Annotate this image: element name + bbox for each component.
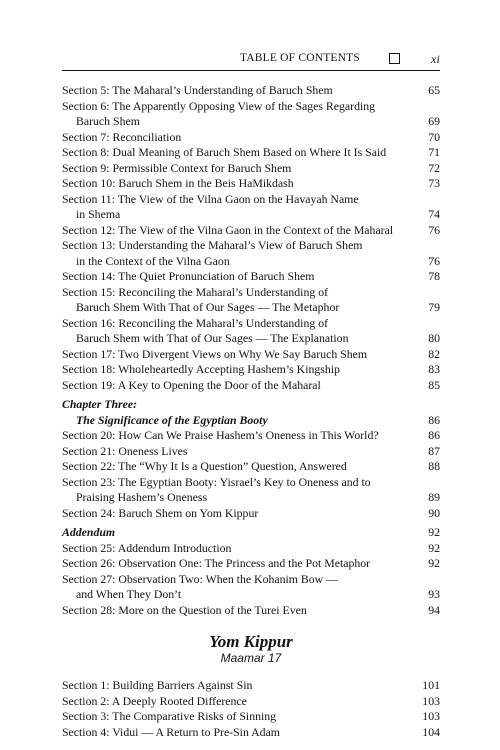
toc-entry[interactable] bbox=[62, 269, 440, 285]
toc-entry[interactable] bbox=[62, 223, 440, 239]
entry-page-number: 89 bbox=[428, 490, 440, 504]
toc-entry[interactable] bbox=[62, 192, 440, 223]
chapter-title: The Significance of the Egyptian Booty bbox=[76, 412, 268, 427]
toc-group-chapter-three bbox=[62, 428, 440, 521]
entry-page-number: 92 bbox=[428, 556, 440, 570]
entry-page-number: 90 bbox=[428, 505, 440, 520]
page-number: xi bbox=[430, 52, 440, 66]
toc-entry[interactable] bbox=[62, 347, 440, 363]
chapter-three-heading[interactable] bbox=[62, 397, 440, 428]
chapter-label: Chapter Three: bbox=[62, 397, 138, 411]
toc-entry[interactable] bbox=[62, 145, 440, 161]
entry-page-number: 80 bbox=[428, 331, 440, 345]
entry-title: Section 8: Dual Meaning of Baruch Shem Based on Where It Is Said bbox=[62, 145, 387, 159]
entry-title: Section 26: Observation One: The Princess and the Pot Metaphor bbox=[62, 556, 371, 570]
entry-title: Section 28: More on the Question of the Turei Even bbox=[62, 602, 307, 617]
entry-title: Section 23: The Egyptian Booty: Yisrael’s Key to Oneness and to bbox=[62, 474, 371, 489]
toc-entry[interactable] bbox=[62, 572, 440, 603]
toc-entry[interactable] bbox=[62, 678, 440, 694]
toc-entry[interactable] bbox=[62, 541, 440, 557]
toc-entry[interactable] bbox=[62, 130, 440, 146]
entry-page-number: 104 bbox=[422, 724, 440, 739]
entry-title: Section 25: Addendum Introduction bbox=[62, 540, 232, 555]
toc-entry[interactable] bbox=[62, 99, 440, 130]
entry-title: Section 19: A Key to Opening the Door of the Maharal bbox=[62, 377, 321, 392]
toc-entry[interactable] bbox=[62, 556, 440, 572]
entry-page-number: 103 bbox=[422, 693, 440, 708]
entry-title: Section 24: Baruch Shem on Yom Kippur bbox=[62, 505, 259, 520]
toc-entry[interactable] bbox=[62, 176, 440, 192]
entry-title-continued: and When They Don’t bbox=[76, 587, 182, 601]
entry-page-number: 76 bbox=[428, 222, 440, 237]
entry-page-number: 87 bbox=[428, 443, 440, 458]
entry-page-number: 92 bbox=[428, 540, 440, 555]
toc-entry[interactable] bbox=[62, 83, 440, 99]
toc-entry[interactable] bbox=[62, 362, 440, 378]
entry-page-number: 65 bbox=[428, 83, 440, 97]
entry-title: Section 11: The View of the Vilna Gaon on the Havayah Name bbox=[62, 191, 359, 206]
toc-entry[interactable] bbox=[62, 444, 440, 460]
entry-title: Section 5: The Maharal’s Understanding of Baruch Shem bbox=[62, 83, 333, 97]
entry-title-continued: in the Context of the Vilna Gaon bbox=[76, 253, 230, 268]
toc-entry[interactable] bbox=[62, 506, 440, 522]
addendum-heading[interactable] bbox=[62, 525, 440, 541]
entry-page-number: 73 bbox=[428, 176, 440, 190]
entry-page-number: 83 bbox=[428, 362, 440, 376]
entry-title: Section 3: The Comparative Risks of Sinning bbox=[62, 709, 277, 723]
entry-page-number: 76 bbox=[428, 253, 440, 268]
header-title: TABLE OF CONTENTS bbox=[239, 52, 360, 64]
entry-title-continued: in Shema bbox=[76, 207, 121, 221]
toc-entry[interactable] bbox=[62, 475, 440, 506]
entry-title: Section 15: Reconciling the Maharal’s Understanding of bbox=[62, 284, 329, 299]
entry-page-number: 74 bbox=[428, 207, 440, 221]
entry-title: Section 9: Permissible Context for Baruch Shem bbox=[62, 160, 292, 175]
toc-entry[interactable] bbox=[62, 709, 440, 725]
entry-page-number: 82 bbox=[428, 346, 440, 361]
entry-title: Section 14: The Quiet Pronunciation of Baruch Shem bbox=[62, 269, 315, 283]
toc-body bbox=[62, 83, 440, 740]
entry-title: Section 10: Baruch Shem in the Beis HaMikdash bbox=[62, 176, 294, 190]
entry-page-number: 85 bbox=[428, 377, 440, 392]
entry-title: Section 2: A Deeply Rooted Difference bbox=[62, 693, 247, 708]
toc-entry[interactable] bbox=[62, 694, 440, 710]
entry-title: Section 7: Reconciliation bbox=[62, 129, 182, 144]
entry-page-number: 94 bbox=[428, 602, 440, 617]
toc-entry[interactable] bbox=[62, 459, 440, 475]
running-header bbox=[62, 52, 440, 68]
entry-title: Section 20: How Can We Praise Hashem’s Oneness in This World? bbox=[62, 428, 379, 442]
entry-page-number: 71 bbox=[428, 145, 440, 159]
entry-title: Section 22: The “Why It Is a Question” Question, Answered bbox=[62, 459, 347, 473]
entry-page-number: 70 bbox=[428, 129, 440, 144]
toc-entry[interactable] bbox=[62, 316, 440, 347]
addendum-page: 92 bbox=[428, 525, 440, 539]
entry-page-number: 78 bbox=[428, 269, 440, 283]
entry-title-continued: Baruch Shem bbox=[76, 114, 140, 128]
entry-page-number: 103 bbox=[422, 709, 440, 723]
entry-page-number: 69 bbox=[428, 114, 440, 128]
entry-title: Section 16: Reconciling the Maharal’s Understanding of bbox=[62, 315, 329, 330]
toc-entry[interactable] bbox=[62, 725, 440, 741]
toc-entry[interactable] bbox=[62, 285, 440, 316]
entry-title: Section 21: Oneness Lives bbox=[62, 443, 188, 458]
entry-page-number: 86 bbox=[428, 428, 440, 442]
yom-kippur-heading bbox=[62, 632, 440, 666]
entry-title: Section 4: Vidui — A Return to Pre-Sin Adam bbox=[62, 724, 280, 739]
entry-page-number: 72 bbox=[428, 160, 440, 175]
section-subtitle: Maamar 17 bbox=[220, 651, 282, 665]
toc-entry[interactable] bbox=[62, 428, 440, 444]
entry-title: Section 27: Observation Two: When the Kohanim Bow — bbox=[62, 571, 338, 586]
toc-entry[interactable] bbox=[62, 161, 440, 177]
toc-entry[interactable] bbox=[62, 238, 440, 269]
entry-page-number: 93 bbox=[428, 587, 440, 601]
toc-entry[interactable] bbox=[62, 378, 440, 394]
entry-title: Section 1: Building Barriers Against Sin bbox=[62, 678, 253, 692]
entry-title: Section 17: Two Divergent Views on Why We Say Baruch Shem bbox=[62, 346, 368, 361]
entry-title-continued: Praising Hashem’s Oneness bbox=[76, 490, 208, 504]
chapter-page: 86 bbox=[428, 412, 440, 427]
entry-title: Section 12: The View of the Vilna Gaon in the Context of the Maharal bbox=[62, 222, 394, 237]
entry-title-continued: Baruch Shem with That of Our Sages — The Explanation bbox=[76, 331, 349, 345]
toc-group-yom-kippur bbox=[62, 678, 440, 740]
toc-entry[interactable] bbox=[62, 603, 440, 619]
header-rule bbox=[62, 70, 440, 71]
entry-page-number: 88 bbox=[428, 459, 440, 473]
toc-group-chapter-two bbox=[62, 83, 440, 393]
section-title: Yom Kippur bbox=[209, 632, 293, 651]
entry-page-number: 79 bbox=[428, 300, 440, 314]
entry-page-number: 101 bbox=[422, 678, 440, 692]
entry-title: Section 13: Understanding the Maharal’s View of Baruch Shem bbox=[62, 238, 363, 252]
square-ornament-icon bbox=[389, 53, 400, 64]
entry-title: Section 18: Wholeheartedly Accepting Hashem’s Kingship bbox=[62, 362, 340, 376]
entry-title-continued: Baruch Shem With That of Our Sages — The Metaphor bbox=[76, 300, 340, 314]
addendum-label: Addendum bbox=[62, 525, 116, 539]
toc-group-addendum bbox=[62, 541, 440, 619]
entry-title: Section 6: The Apparently Opposing View of the Sages Regarding bbox=[62, 98, 376, 113]
